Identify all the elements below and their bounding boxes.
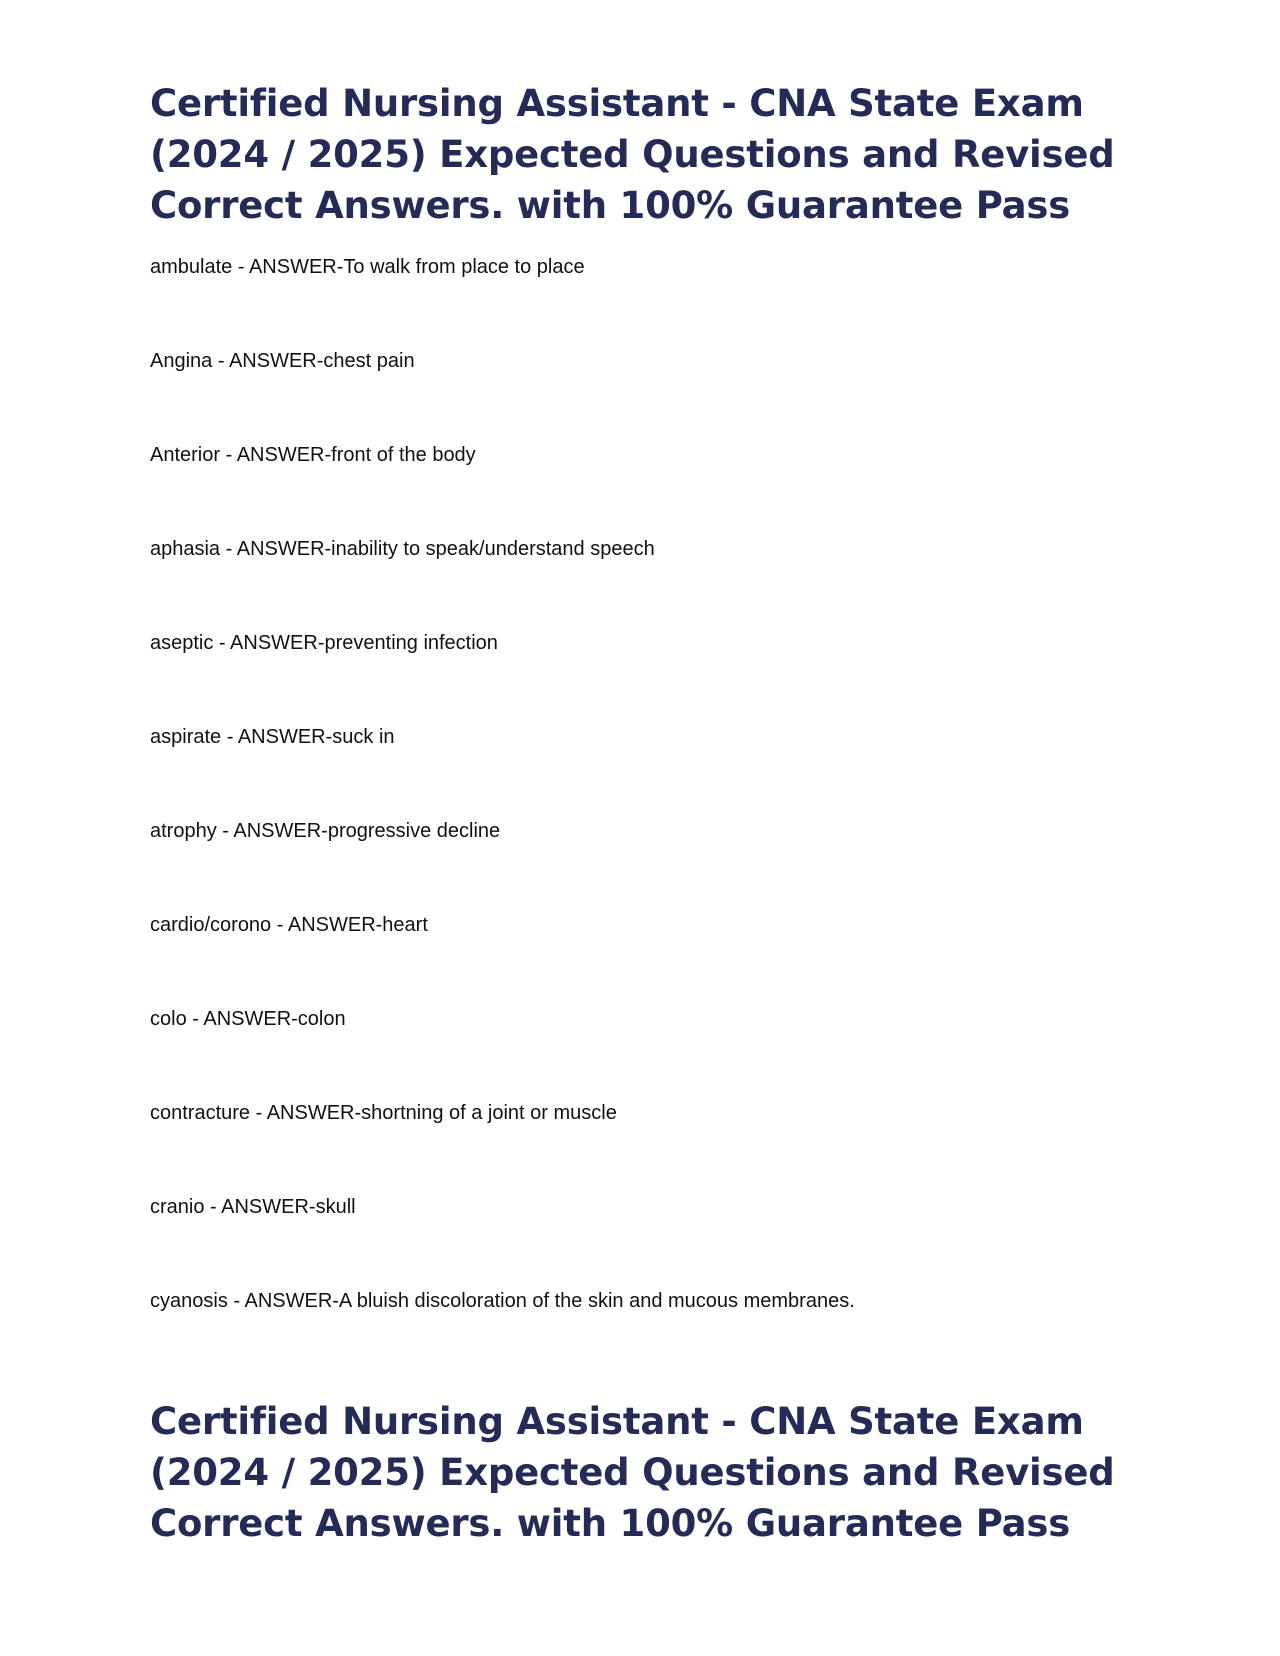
- qa-entry-aspirate: aspirate - ANSWER-suck in: [150, 726, 395, 748]
- qa-entry-aseptic: aseptic - ANSWER-preventing infection: [150, 632, 498, 654]
- qa-entry-angina: Angina - ANSWER-chest pain: [150, 350, 415, 372]
- qa-entry-ambulate: ambulate - ANSWER-To walk from place to place: [150, 256, 585, 278]
- qa-entry-cranio: cranio - ANSWER-skull: [150, 1196, 356, 1218]
- qa-entry-atrophy: atrophy - ANSWER-progressive decline: [150, 820, 501, 842]
- document-page: [150, 78, 1130, 1315]
- qa-entry-contracture: contracture - ANSWER-shortning of a joint or muscle: [150, 1102, 617, 1124]
- qa-entry-aphasia: aphasia - ANSWER-inability to speak/understand speech: [150, 538, 655, 560]
- repeat-document-title: Certified Nursing Assistant - CNA State Exam (2024 / 2025) Expected Questions and Revised Correct Answers. with 100% Guarantee Pass: [150, 1400, 1115, 1545]
- qa-entry-colo: colo - ANSWER-colon: [150, 1008, 346, 1030]
- repeat-title-block: [150, 1396, 1130, 1549]
- qa-entry-cardio-corono: cardio/corono - ANSWER-heart: [150, 914, 428, 936]
- qa-entry-cyanosis: cyanosis - ANSWER-A bluish discoloration of the skin and mucous membranes.: [150, 1290, 855, 1312]
- qa-list: [150, 253, 1130, 1315]
- qa-entry-anterior: Anterior - ANSWER-front of the body: [150, 444, 476, 466]
- document-title: Certified Nursing Assistant - CNA State Exam (2024 / 2025) Expected Questions and Revised Correct Answers. with 100% Guarantee Pass: [150, 82, 1115, 227]
